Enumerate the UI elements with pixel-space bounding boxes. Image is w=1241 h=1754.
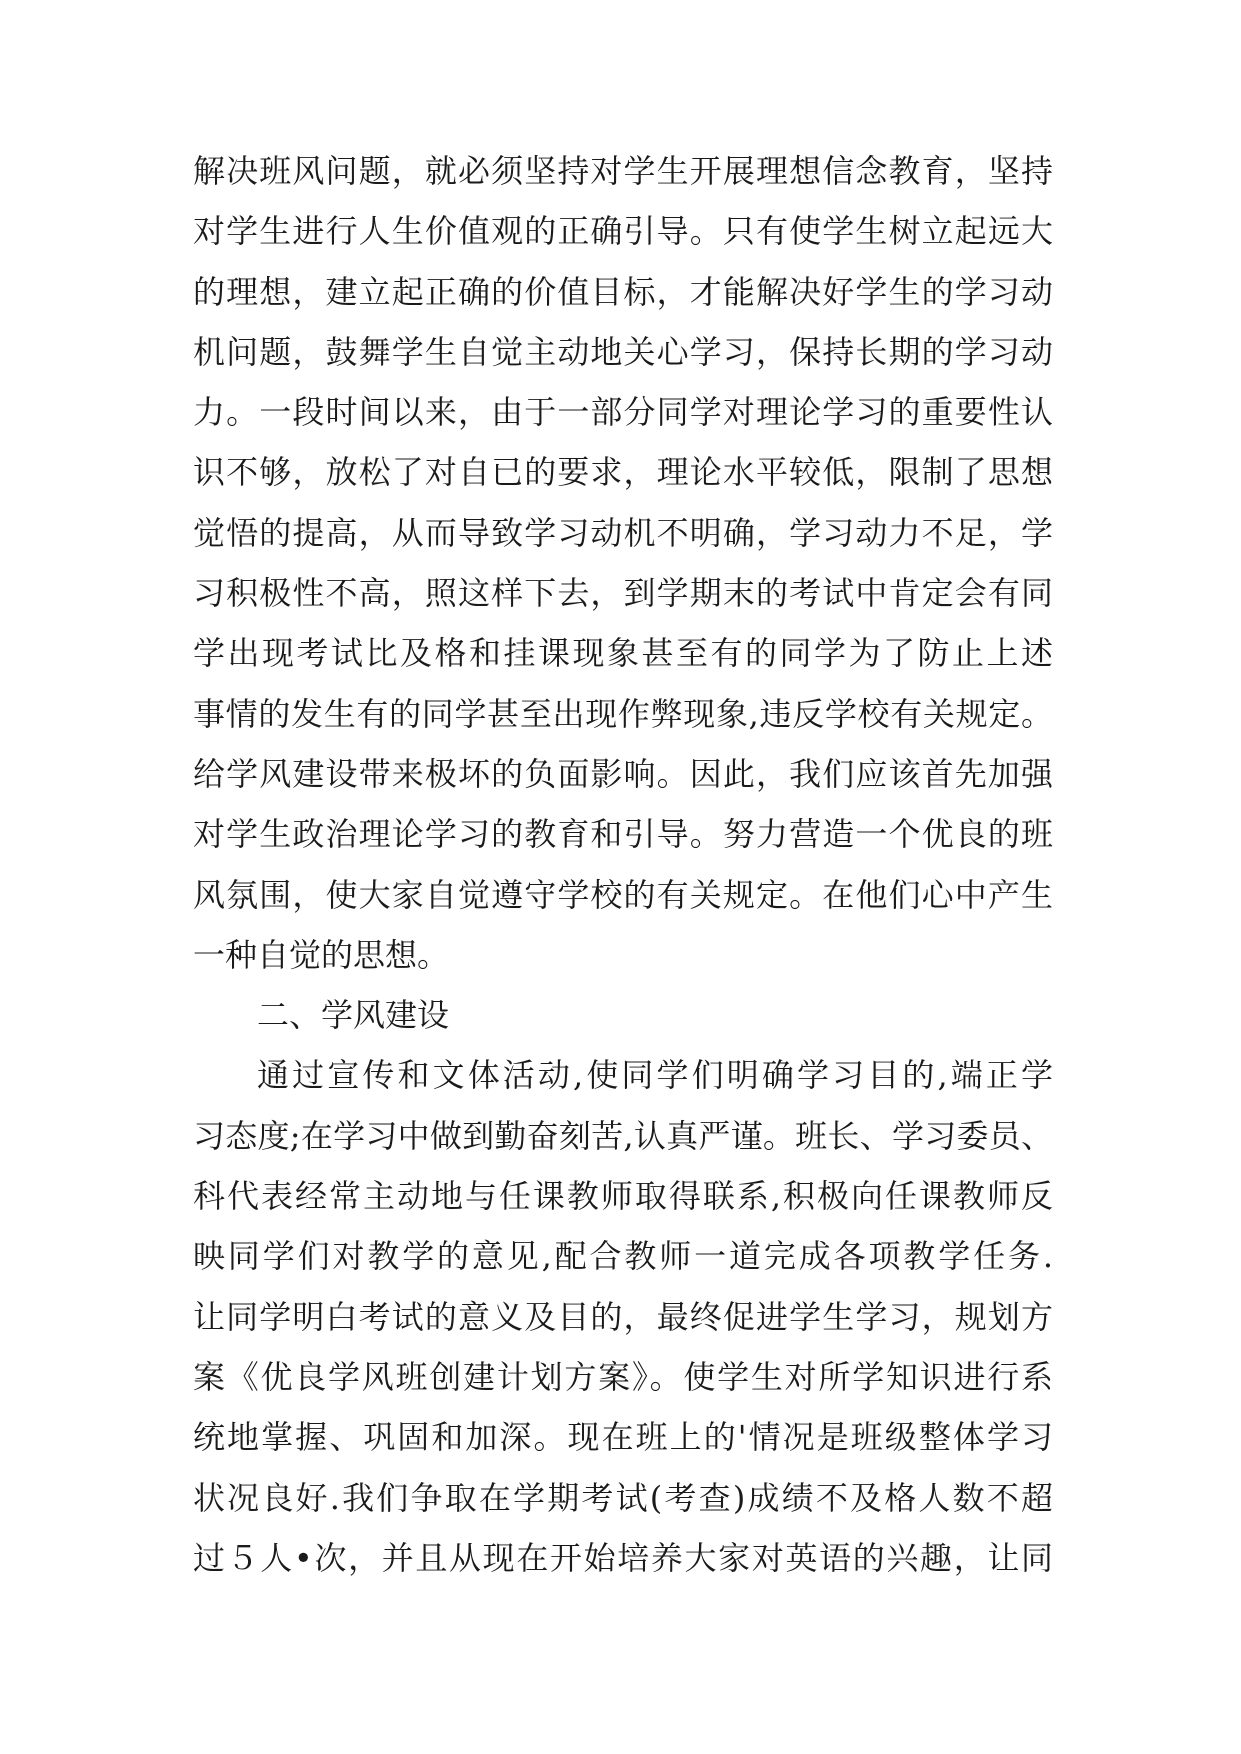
text-line: 通过宣传和文体活动,使同学们明确学习目的,端正学 bbox=[257, 1056, 1053, 1095]
text-line: 习积极性不高，照这样下去，到学期末的考试中肯定会有同 bbox=[193, 574, 1053, 613]
text-line: 对学生进行人生价值观的正确引导。只有使学生树立起远大 bbox=[193, 212, 1053, 251]
text-line: 一种自觉的思想。 bbox=[193, 935, 450, 974]
text-line: 让同学明白考试的意义及目的，最终促进学生学习，规划方 bbox=[193, 1297, 1053, 1336]
text-line: 统地掌握、巩固和加深。现在班上的'情况是班级整体学习 bbox=[193, 1418, 1053, 1457]
text-line: 觉悟的提高，从而导致学习动机不明确，学习动力不足，学 bbox=[193, 513, 1053, 552]
text-line: 风氛围，使大家自觉遵守学校的有关规定。在他们心中产生 bbox=[193, 875, 1053, 914]
text-line: 过５人•次，并且从现在开始培养大家对英语的兴趣，让同 bbox=[193, 1538, 1053, 1577]
document-body bbox=[193, 141, 1053, 1588]
text-line: 科代表经常主动地与任课教师取得联系,积极向任课教师反 bbox=[193, 1177, 1053, 1216]
text-line: 习态度;在学习中做到勤奋刻苦,认真严谨。班长、学习委员、 bbox=[193, 1116, 1053, 1155]
text-line: 力。一段时间以来，由于一部分同学对理论学习的重要性认 bbox=[193, 393, 1053, 432]
text-line: 的理想，建立起正确的价值目标，才能解决好学生的学习动 bbox=[193, 272, 1053, 311]
text-line: 案《优良学风班创建计划方案》。使学生对所学知识进行系 bbox=[193, 1357, 1053, 1396]
text-line: 给学风建设带来极坏的负面影响。因此，我们应该首先加强 bbox=[193, 754, 1053, 793]
text-line: 识不够，放松了对自已的要求，理论水平较低，限制了思想 bbox=[193, 453, 1053, 492]
text-line: 映同学们对教学的意见,配合教师一道完成各项教学任务. bbox=[193, 1237, 1053, 1276]
text-line: 解决班风问题，就必须坚持对学生开展理想信念教育，坚持 bbox=[193, 152, 1053, 190]
text-line: 对学生政治理论学习的教育和引导。努力营造一个优良的班 bbox=[193, 815, 1053, 854]
text-line: 学出现考试比及格和挂课现象甚至有的同学为了防止上述 bbox=[193, 634, 1053, 673]
text-line: 状况良好.我们争取在学期考试(考查)成绩不及格人数不超 bbox=[193, 1478, 1053, 1517]
section-heading: 二、学风建设 bbox=[257, 996, 450, 1035]
text-line: 事情的发生有的同学甚至出现作弊现象,违反学校有关规定。 bbox=[193, 694, 1053, 733]
text-line: 机问题，鼓舞学生自觉主动地关心学习，保持长期的学习动 bbox=[193, 332, 1053, 371]
